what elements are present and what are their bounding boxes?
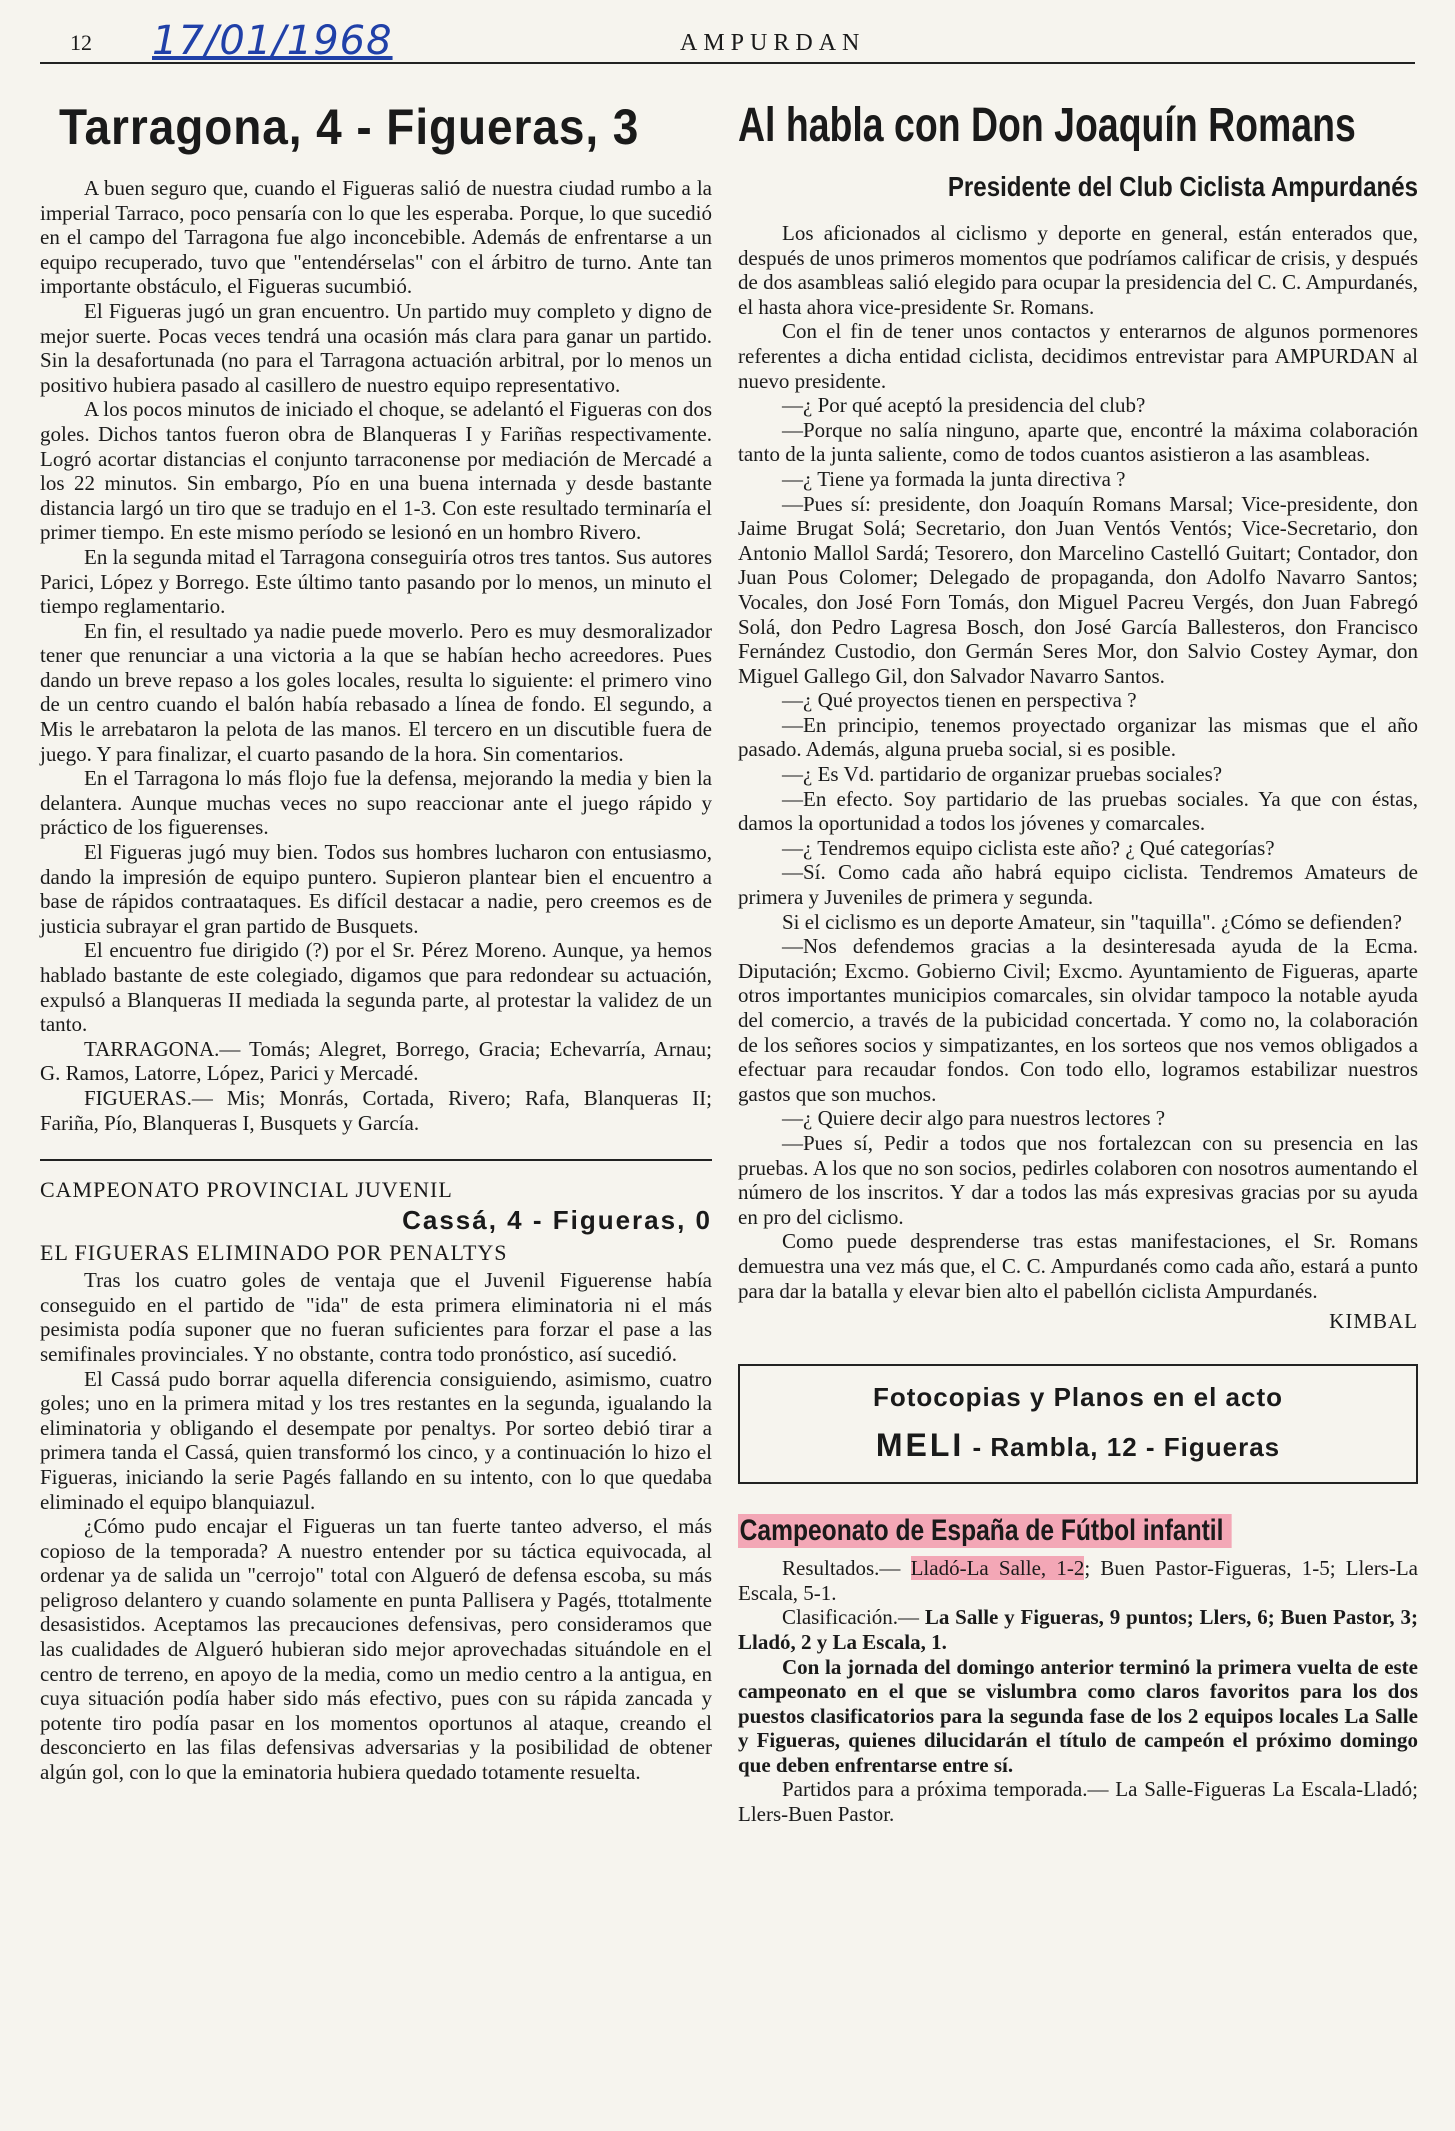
paragraph: El Figueras jugó un gran encuentro. Un partido muy completo y digno de mejor suerte. Pocas veces tendrá una ocasión más clara para ganar un partido. Sin la desafortunada (no para el Tarragona actuación arbitral, por lo menos un positivo hubiera pasado al casillero de nuestro equipo representativo. xyxy=(40,298,712,397)
paragraph: A los pocos minutos de iniciado el choque, se adelantó el Figueras con dos goles. Dichos tantos fueron obra de Blanqueras I y Fariñas respectivamente. Logró acortar distancias el conjunto tarraconense por mediación de Mercadé a los 22 minutos. Sin embargo, Pío en una buena internada y desde bastante distancia largó un tiro que se tradujo en el 1-3. Con este resultado terminaría el primer tiempo. En este mismo período se lesionó en un hombro Rivero. xyxy=(40,397,712,545)
answer: —Sí. Como cada año habrá equipo ciclista. Tendremos Amateurs de primera y Juveniles de primera y segunda. xyxy=(738,860,1418,910)
ad-line-1: Fotocopias y Planos en el acto xyxy=(873,1382,1283,1413)
results-paragraph xyxy=(738,1556,1418,1605)
article-title-match: Tarragona, 4 - Figueras, 3 xyxy=(58,99,640,155)
answer: —Pues sí: presidente, don Joaquín Romans Marsal; Vice-presidente, don Jaime Brugat Solá; Secretario, don Juan Ventós Ventós; Vice-Secretario, don Antonio Mallol Sardá; Tesorero, don Marcelino Castelló Guitart; Contador, don Juan Pous Colomer; Delegado de propaganda, don Adolfo Navarro Santos; Vocales, don José Forn Tomás, don Miguel Pacreu Vergés, don Juan Fabregó Solá, don Pedro Lagresa Bosch, don José García Ballesteros, don Francisco Fernández Custodio, don Germán Seres Mor, don Salvio Costey Aymar, don Miguel Gallego Gil, don Salvador Navarro Santos. xyxy=(738,491,1418,688)
question: —¿ Por qué aceptó la presidencia del club? xyxy=(782,393,1146,418)
question: —¿ Tendremos equipo ciclista este año? ¿ Qué categorías? xyxy=(782,835,1275,860)
left-column xyxy=(40,98,712,1785)
article-title-interview: Al habla con Don Joaquín Romans xyxy=(738,99,1356,152)
results-highlight: Lladó-La Salle, 1-2 xyxy=(910,1556,1085,1581)
answer: —Nos defendemos gracias a la desinteresada ayuda de la Ecma. Diputación; Excmo. Gobierno Civil; Excmo. Ayuntamiento de Figueras, aparte otros importantes municipios comarcales, sin olvidar tampoco la notable ayuda del comercio, a través de la pubicidad concertada. Y como no, la colaboración de los señores socios y simpatizantes, en los sorteos que nos vemos obligados a efectuar para recaudar fondos. Con todo ello, logramos estabilizar nuestros gastos que son muchos. xyxy=(738,934,1418,1106)
paragraph: El Cassá pudo borrar aquella diferencia consiguiendo, asimismo, cuatro goles; uno en la primera mitad y los tres restantes en la segunda, igualando la eliminatoria y obligando el desempate por penaltys. Por sorteo debió tirar a primera tanda el Cassá, quien transformó los cinco, y a continuación lo hizo el Figueras, iniciando la serie Pagés fallando en su intento, con lo que quedaba eliminado el equipo blanquiazul. xyxy=(40,1366,712,1514)
paragraph: En fin, el resultado ya nadie puede moverlo. Pero es muy desmoralizador tener que renunciar a una victoria a la que se habían hecho acreedores. Pues dando un breve repaso a los goles locales, resulta lo siguiente: el primero vino de un centro cuando el balón había rebasado a línea de fondo. El segundo, a Mis le arrebataron la pelota de las manos. El tercero en un discutible fuera de juego. Y para finalizar, el cuarto pasando de la hora. Sin comentarios. xyxy=(40,618,712,766)
standings-text: La Salle y Figueras, 9 puntos; Llers, 6; Buen Pastor, 3; Lladó, 2 y La Escala, 1. xyxy=(738,1605,1418,1654)
answer: —En principio, tenemos proyectado organizar las mismas que el año pasado. Además, alguna prueba social, si es posible. xyxy=(738,712,1418,762)
paragraph: Con el fin de tener unos contactos y enterarnos de algunos pormenores referentes a dicha entidad ciclista, decidimos entrevistar para AMPURDAN al nuevo presidente. xyxy=(738,319,1418,393)
standings-label: Clasificación.— xyxy=(782,1605,920,1630)
paragraph: Los aficionados al ciclismo y deporte en general, están enterados que, después de unos primeros momentos que podríamos calificar de crisis, y después de dos asambleas salió elegido para ocupar la presidencia del C. C. Ampurdanés, el hasta ahora vice-presidente Sr. Romans. xyxy=(738,221,1419,319)
question: Si el ciclismo es un deporte Amateur, sin "taquilla". ¿Cómo se defienden? xyxy=(782,909,1402,934)
paragraph: Con la jornada del domingo anterior terminó la primera vuelta de este campeonato en el que se vislumbra como claros favoritos para los dos puestos clasificatorios para la segunda fase de los 2 equipos locales La Salle y Figueras, quienes dilucidarán el título de campeón el próximo domingo que deben enfrentarse entre sí. xyxy=(738,1654,1418,1777)
article-interview-body xyxy=(738,221,1418,1303)
ad-address: - Rambla, 12 - Figueras xyxy=(964,1432,1281,1463)
paragraph: En la segunda mitad el Tarragona conseguiría otros tres tantos. Sus autores Parici, López y Borrego. Este último tanto pasando por lo menos, un minuto el tiempo reglamentario. xyxy=(40,544,712,619)
paragraph: Tras los cuatro goles de ventaja que el Juvenil Figuerense había conseguido en el partido de "ida" de esta primera eliminatoria ni el más pesimista podía suponer que no fueran suficientes para forzar el pase a las semifinales provinciales. Y no obstante, contra todo pronóstico, así sucedió. xyxy=(40,1268,712,1366)
standings-paragraph xyxy=(738,1605,1418,1654)
answer: —En efecto. Soy partidario de las pruebas sociales. Ya que con éstas, damos la oportunidad a todos los jóvenes y comarcales. xyxy=(738,786,1418,836)
juvenil-subheading: EL FIGUERAS ELIMINADO POR PENALTYS xyxy=(40,1240,508,1266)
paragraph: El encuentro fue dirigido (?) por el Sr. Pérez Moreno. Aunque, ya hemos hablado bastante de este colegiado, digamos que para redondear su actuación, expulsó a Blanqueras II mediada la segunda parte, al protestar la validez de un tanto. xyxy=(40,938,712,1037)
page-header xyxy=(40,18,1415,64)
right-column xyxy=(738,98,1418,1827)
question: —¿ Qué proyectos tienen en perspectiva ? xyxy=(782,688,1137,713)
ad-brand: MELI xyxy=(875,1427,965,1464)
masthead: AMPURDAN xyxy=(680,30,866,56)
article-match-body xyxy=(40,176,712,1135)
juvenil-score: Cassá, 4 - Figueras, 0 xyxy=(402,1205,712,1236)
paragraph: El Figueras jugó muy bien. Todos sus hombres lucharon con entusiasmo, dando la impresión de equipo puntero. Supieron plantear bien el encuentro a base de rápidos contraataques. Es difícil destacar a nadie, pero creemos es de justicia subrayar el gran partido de Busquets. xyxy=(40,840,712,938)
question: —¿ Es Vd. partidario de organizar pruebas sociales? xyxy=(782,762,1223,787)
signature: KIMBAL xyxy=(1329,1309,1418,1334)
results-label: Resultados.— xyxy=(782,1556,901,1581)
ad-line-2 xyxy=(750,1427,1406,1464)
paragraph: ¿Cómo pudo encajar el Figueras un tan fuerte tanteo adverso, el más copioso de la temporada? A nuestro entender por su táctica equivocada, al ordenar ya de salida un "cerrojo" total con Algueró de defensa escoba, su más peligroso delantero y cuando solamente en punta Pallisera y Pagés, ttotalmente desasistidos. Aceptamos las precauciones defensivas, pero consideramos que las cualidades de Algueró hubieran sido mejor aprovechadas situándole en el centro de terreno, en apoyo de la media, como un medio centro a la antigua, en cuya situación podía haber sido más efectivo, pues con su rápida zancada y potente tiro podía pasar en los momentos oportunos al ataque, creando el desconcierto en las filas defensivas adversarias y la posibilidad de obtener algún gol, con lo que la eminatoria hubiera quedado totamente resuelta. xyxy=(40,1514,712,1785)
divider xyxy=(40,1159,712,1161)
question: —¿ Quiere decir algo para nuestros lectores ? xyxy=(782,1106,1166,1131)
paragraph: Como puede desprenderse tras estas manifestaciones, el Sr. Romans demuestra una vez más que, el C. C. Ampurdanés como cada año, estará a punto para dar la batalla y elevar bien alto el pabellón ciclista Ampurdanés. xyxy=(738,1229,1418,1303)
next-matches: Partidos para a próxima temporada.— La Salle-Figueras La Escala-Lladó; Llers-Buen Pastor. xyxy=(738,1777,1418,1827)
advertisement-box xyxy=(738,1364,1418,1484)
infantil-body xyxy=(738,1556,1418,1827)
page-number: 12 xyxy=(70,30,92,55)
article-subtitle-interview: Presidente del Club Ciclista Ampurdanés xyxy=(947,171,1418,202)
lineup-figueras: FIGUERAS.— Mis; Monrás, Cortada, Rivero; Rafa, Blanqueras II; Fariña, Pío, Blanqueras I, Busquets y García. xyxy=(40,1085,712,1135)
question: —¿ Tiene ya formada la junta directiva ? xyxy=(782,466,1126,491)
paragraph: En el Tarragona lo más flojo fue la defensa, mejorando la media y bien la delantera. Aunque muchas veces no supo reaccionar ante el juego rápido y práctico de los figuerenses. xyxy=(40,766,712,840)
lineup-tarragona: TARRAGONA.— Tomás; Alegret, Borrego, Gracia; Echevarría, Arnau; G. Ramos, Latorre, López, Parici y Mercadé. xyxy=(40,1036,712,1086)
results-rest: ; Buen Pastor-Figueras, 1-5; Llers-La Escala, 5-1. xyxy=(738,1556,1418,1605)
answer: —Pues sí, Pedir a todos que nos fortalezcan con su presencia en las pruebas. A los que no son socios, pedirles colaboren con nosotros aumentando el número de los inscritos. Y dar a todos las más expresivas gracias por su ayuda en pro del ciclismo. xyxy=(738,1130,1418,1229)
paragraph: A buen seguro que, cuando el Figueras salió de nuestra ciudad rumbo a la imperial Tarraco, poco pensaría con lo que les esperaba. Porque, lo que sucedió en el campo del Tarragona fue algo inconcebible. Además de enfrentarse a un equipo recuperado, tuvo que "entendérselas" con el árbitro de turno. Ante tan importante obstáculo, el Figueras sucumbió. xyxy=(40,176,712,299)
answer: —Porque no salía ninguno, aparte que, encontré la máxima colaboración tanto de la junta saliente, como de todos cuantos asistieron a las asambleas. xyxy=(738,417,1418,467)
handwritten-date: 17/01/1968 xyxy=(152,18,393,64)
juvenil-heading: CAMPEONATO PROVINCIAL JUVENIL xyxy=(40,1177,453,1203)
infantil-title: Campeonato de España de Fútbol infantil xyxy=(738,1514,1232,1548)
